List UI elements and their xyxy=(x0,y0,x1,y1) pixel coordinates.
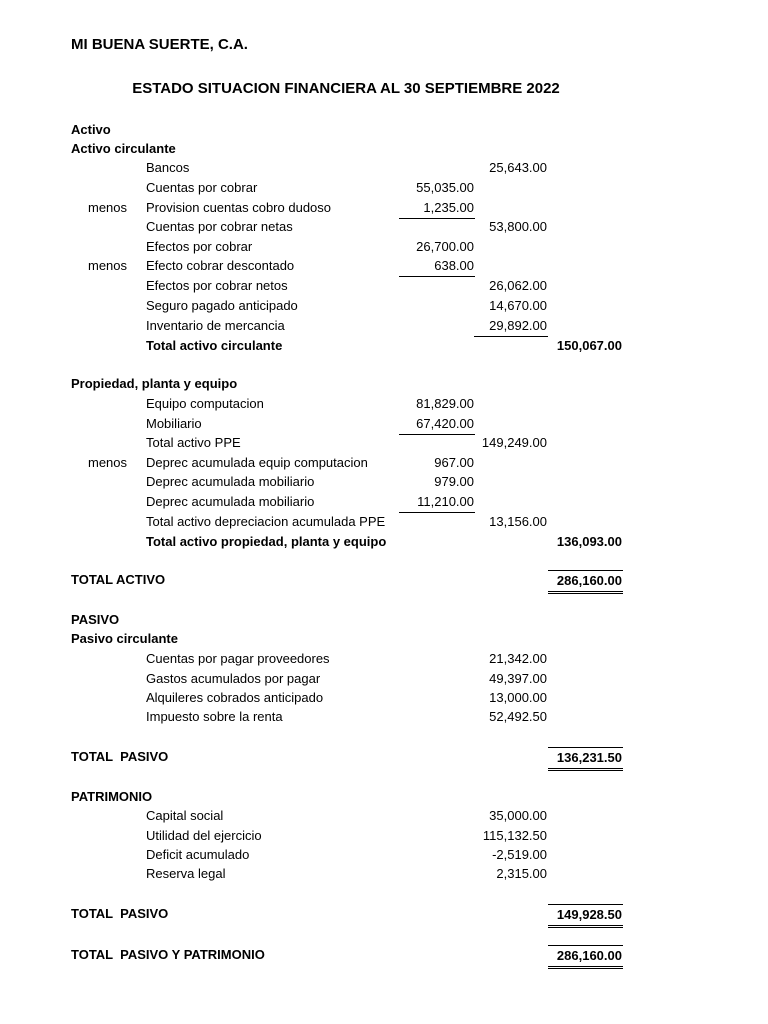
row-value: 979.00 xyxy=(434,474,474,489)
subtotal-row xyxy=(0,532,768,552)
row-value: 14,670.00 xyxy=(489,298,547,313)
company-name: MI BUENA SUERTE, C.A. xyxy=(71,36,248,53)
section-heading-pasivo: PASIVO xyxy=(71,612,120,627)
row-label: Gastos acumulados por pagar xyxy=(146,671,321,686)
table-row xyxy=(0,276,768,296)
table-row xyxy=(0,394,768,414)
total-pasivo-row xyxy=(0,747,768,767)
row-label: TOTAL ACTIVO xyxy=(71,572,166,587)
table-row xyxy=(0,237,768,257)
row-value: 136,231.50 xyxy=(548,747,623,771)
row-label: Total activo circulante xyxy=(146,338,283,353)
document-title: ESTADO SITUACION FINANCIERA AL 30 SEPTIEMBRE 2022 xyxy=(132,80,560,97)
row-label: Deprec acumulada mobiliario xyxy=(146,494,315,509)
row-label: Cuentas por cobrar xyxy=(146,180,258,195)
row-label: Deficit acumulado xyxy=(146,847,250,862)
row-value: 29,892.00 xyxy=(474,316,548,337)
row-label: TOTAL PASIVO xyxy=(71,906,169,921)
row-value: 967.00 xyxy=(434,455,474,470)
table-row xyxy=(0,669,768,689)
row-label: Equipo computacion xyxy=(146,396,264,411)
row-value: 2,315.00 xyxy=(496,866,547,881)
table-row xyxy=(0,198,768,218)
row-value: 13,000.00 xyxy=(489,690,547,705)
row-value: 13,156.00 xyxy=(489,514,547,529)
row-value: 25,643.00 xyxy=(489,160,547,175)
row-value: 149,249.00 xyxy=(481,435,547,450)
row-value: 52,492.50 xyxy=(489,709,547,724)
row-value: 53,800.00 xyxy=(489,219,547,234)
row-label: Mobiliario xyxy=(146,416,202,431)
table-row xyxy=(0,864,768,884)
row-value: 81,829.00 xyxy=(416,396,474,411)
row-label: Seguro pagado anticipado xyxy=(146,298,298,313)
subtotal-row xyxy=(0,336,768,356)
table-row xyxy=(0,158,768,178)
row-label: Efectos por cobrar netos xyxy=(146,278,288,293)
row-value: 26,062.00 xyxy=(489,278,547,293)
row-label: TOTAL PASIVO xyxy=(71,749,169,764)
total-patrimonio-row xyxy=(0,904,768,924)
menos-label: menos xyxy=(88,258,128,273)
table-row xyxy=(0,688,768,708)
subsection-heading-ppe: Propiedad, planta y equipo xyxy=(71,376,238,391)
section-heading-activo: Activo xyxy=(71,122,111,137)
table-row xyxy=(0,845,768,865)
table-row xyxy=(0,414,768,434)
row-value: 638.00 xyxy=(399,256,475,277)
table-row xyxy=(0,433,768,453)
table-row xyxy=(0,472,768,492)
table-row xyxy=(0,453,768,473)
row-value: 1,235.00 xyxy=(399,198,475,219)
row-label: Inventario de mercancia xyxy=(146,318,285,333)
row-label: Total activo PPE xyxy=(146,435,241,450)
row-label: Total activo depreciacion acumulada PPE xyxy=(146,514,386,529)
row-label: Cuentas por cobrar netas xyxy=(146,219,293,234)
table-row xyxy=(0,217,768,237)
table-row xyxy=(0,512,768,532)
row-label: Impuesto sobre la renta xyxy=(146,709,283,724)
row-value: 286,160.00 xyxy=(548,570,623,594)
table-row xyxy=(0,649,768,669)
row-label: Deprec acumulada equip computacion xyxy=(146,455,368,470)
row-value: 55,035.00 xyxy=(416,180,474,195)
row-label: Deprec acumulada mobiliario xyxy=(146,474,315,489)
row-label: Bancos xyxy=(146,160,190,175)
row-label: Reserva legal xyxy=(146,866,226,881)
table-row xyxy=(0,178,768,198)
row-label: Total activo propiedad, planta y equipo xyxy=(146,534,387,549)
table-row xyxy=(0,826,768,846)
row-value: 115,132.50 xyxy=(482,828,547,843)
row-label: Cuentas por pagar proveedores xyxy=(146,651,330,666)
grand-total-row xyxy=(0,945,768,965)
row-value: 150,067.00 xyxy=(556,338,622,353)
row-value: 286,160.00 xyxy=(548,945,623,969)
row-label: Capital social xyxy=(146,808,224,823)
table-row xyxy=(0,707,768,727)
menos-label: menos xyxy=(88,455,128,470)
row-value: 149,928.50 xyxy=(548,904,623,928)
row-value: 136,093.00 xyxy=(556,534,622,549)
row-label: Efectos por cobrar xyxy=(146,239,253,254)
table-row xyxy=(0,492,768,512)
row-value: 35,000.00 xyxy=(489,808,547,823)
row-label: Alquileres cobrados anticipado xyxy=(146,690,324,705)
table-row xyxy=(0,256,768,276)
total-activo-row xyxy=(0,570,768,590)
table-row xyxy=(0,806,768,826)
section-heading-patrimonio: PATRIMONIO xyxy=(71,789,153,804)
table-row xyxy=(0,316,768,336)
row-value: 49,397.00 xyxy=(489,671,547,686)
row-label: Provision cuentas cobro dudoso xyxy=(146,200,332,215)
row-label: TOTAL PASIVO Y PATRIMONIO xyxy=(71,947,265,962)
row-label: Utilidad del ejercicio xyxy=(146,828,262,843)
row-label: Efecto cobrar descontado xyxy=(146,258,295,273)
menos-label: menos xyxy=(88,200,128,215)
subsection-heading-activo-circulante: Activo circulante xyxy=(71,141,176,156)
row-value: 26,700.00 xyxy=(416,239,474,254)
row-value: 67,420.00 xyxy=(399,414,475,435)
row-value: -2,519.00 xyxy=(492,847,547,862)
subsection-heading-pasivo-circulante: Pasivo circulante xyxy=(71,631,178,646)
row-value: 21,342.00 xyxy=(489,651,547,666)
row-value: 11,210.00 xyxy=(399,492,475,513)
table-row xyxy=(0,296,768,316)
